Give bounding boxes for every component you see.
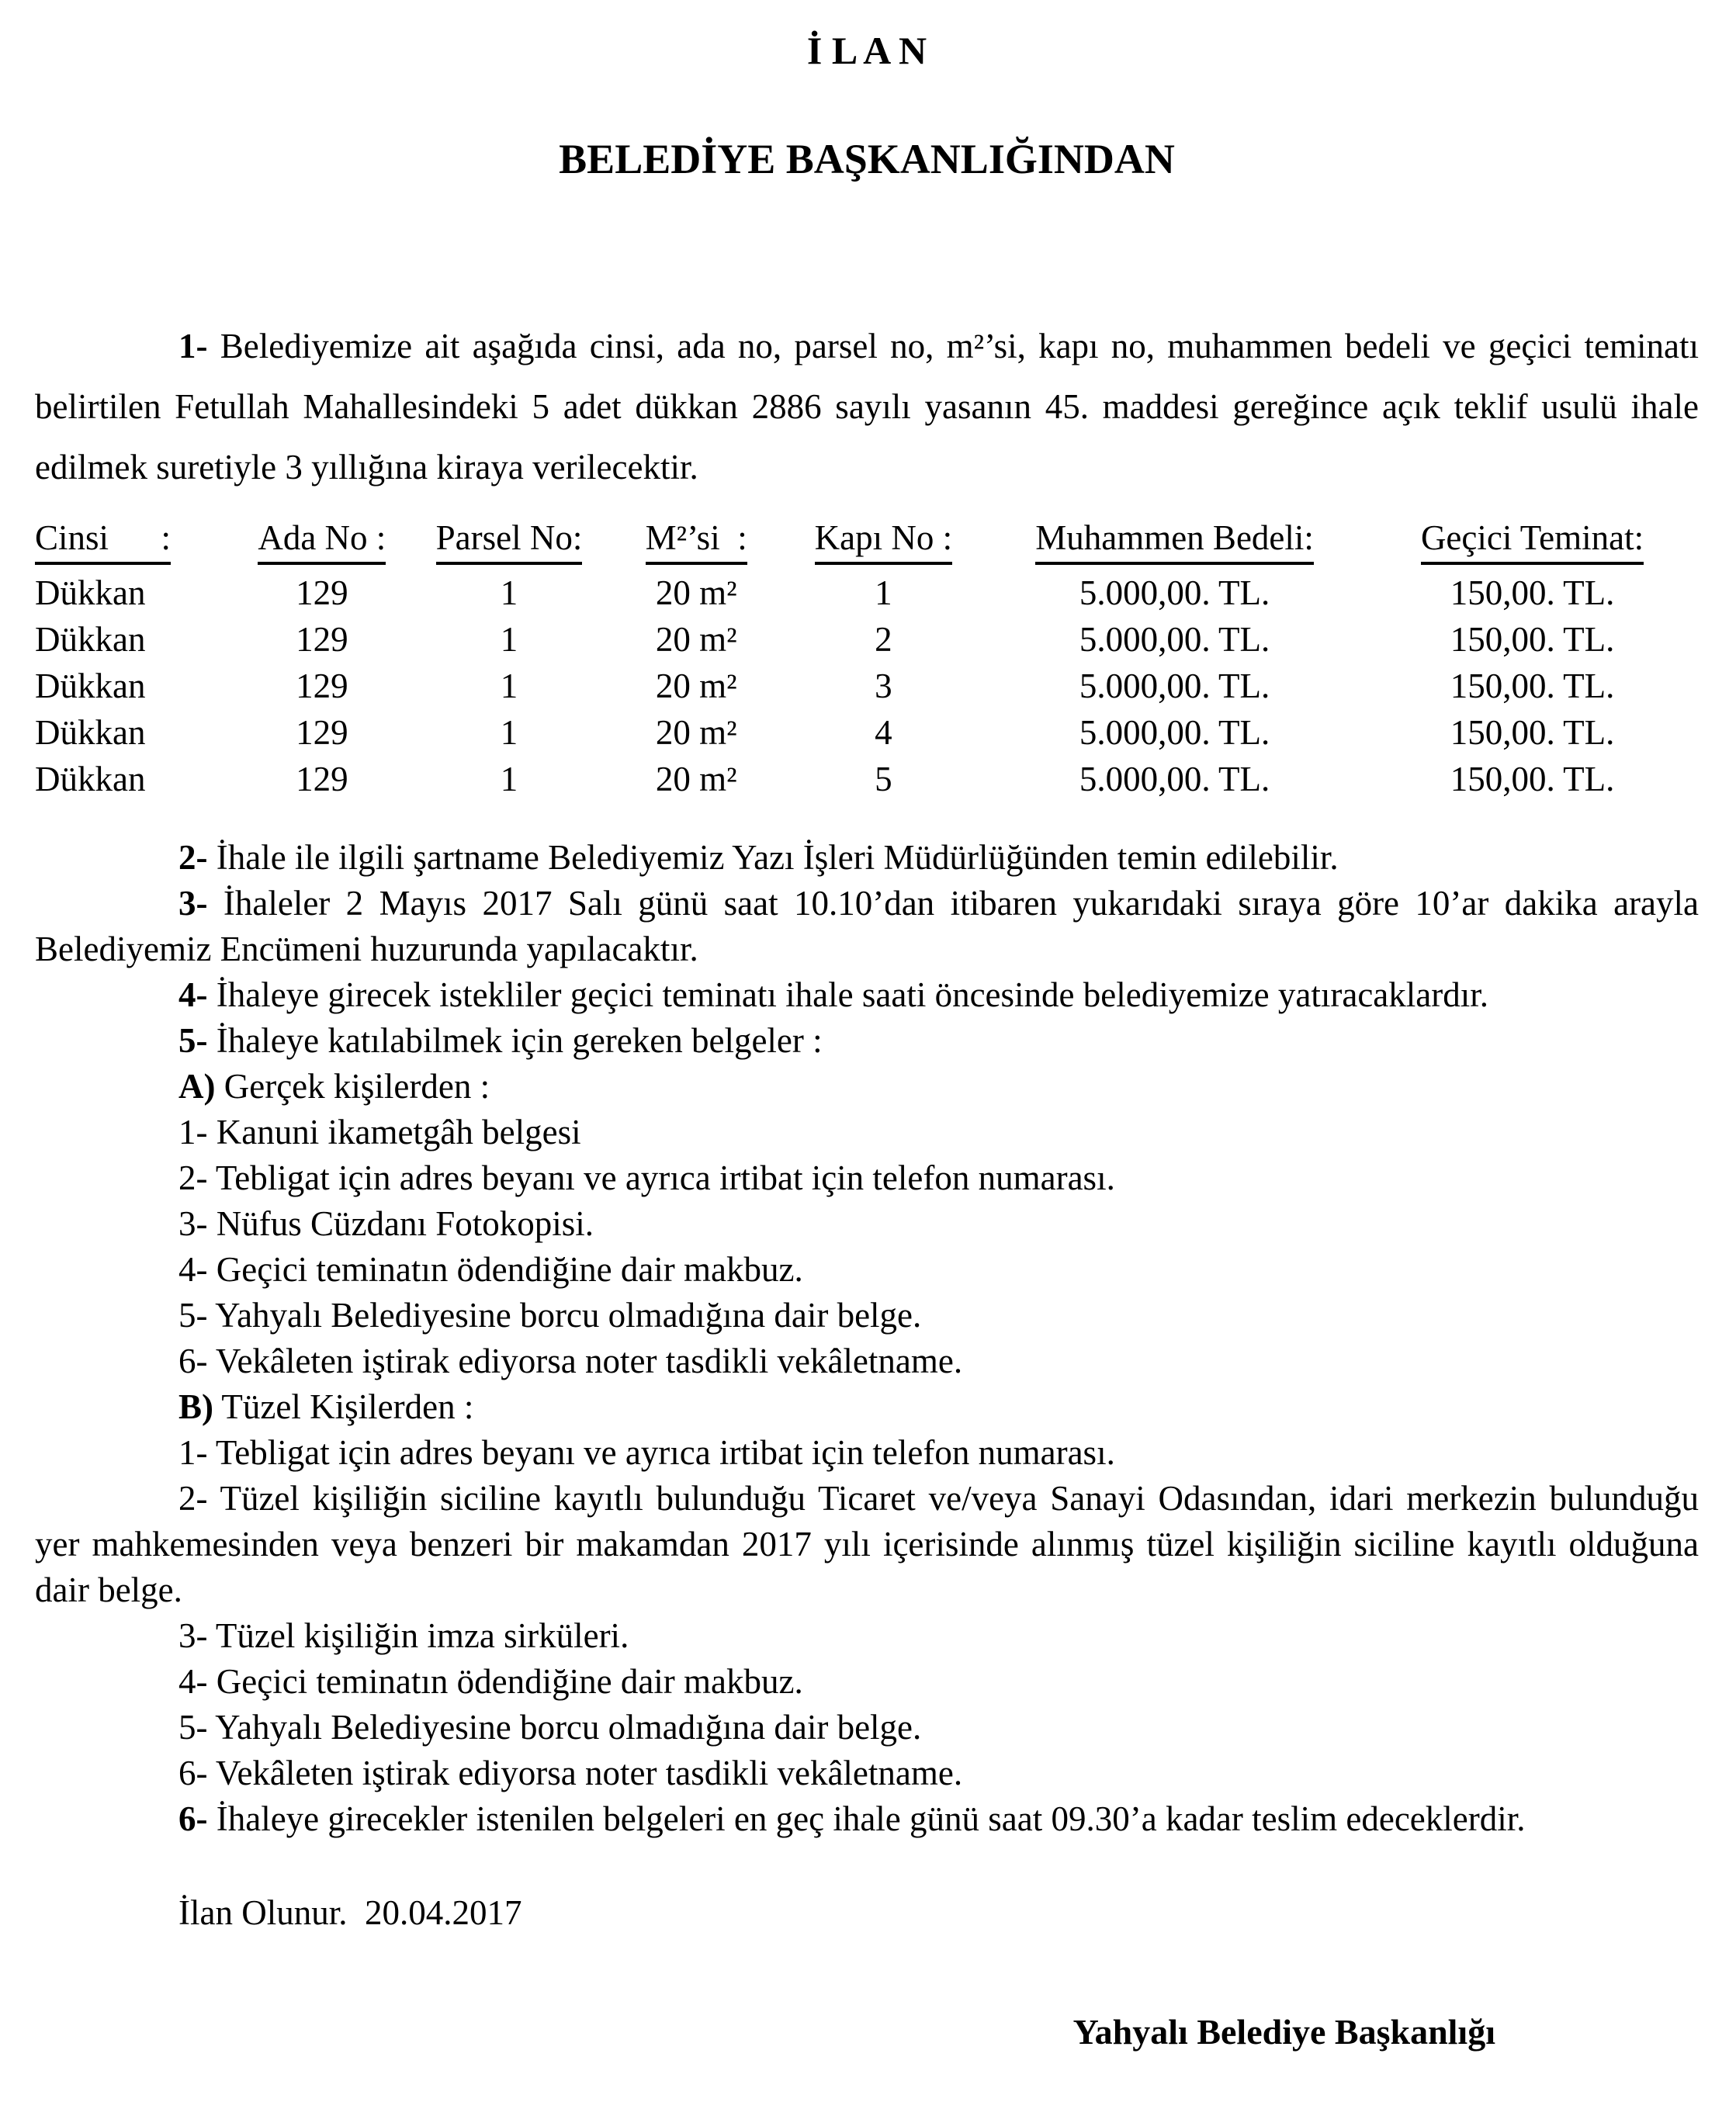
header-ada-no: Ada No :	[258, 514, 386, 565]
list-item	[35, 1064, 1699, 1110]
item-text: Tebligat için adres beyanı ve ayrıca irtibat için telefon numarası.	[207, 1158, 1115, 1197]
table-cell: 4	[875, 713, 892, 752]
list-item	[35, 1293, 1699, 1338]
intro-paragraph	[35, 316, 1699, 497]
table-cell: 1	[500, 620, 518, 659]
list-item	[35, 1796, 1699, 1842]
table-cell: 129	[296, 760, 348, 798]
item-number: 3-	[178, 1204, 208, 1243]
table-cell: 1	[875, 573, 892, 612]
table-cell: 150,00. TL.	[1450, 667, 1615, 705]
item-text: Tüzel Kişilerden :	[213, 1387, 474, 1426]
item-text: Vekâleten iştirak ediyorsa noter tasdikli vekâletname.	[207, 1754, 963, 1792]
table-header-cell	[35, 514, 234, 565]
item-text: Yahyalı Belediyesine borcu olmadığına dair belge.	[207, 1296, 922, 1335]
item-number: 3-	[178, 884, 208, 923]
list-item	[35, 1705, 1699, 1751]
table-cell: 5.000,00. TL.	[1079, 713, 1270, 752]
table-header-cell	[1366, 514, 1699, 565]
table-cell: Dükkan	[35, 573, 146, 612]
table-cell: 5.000,00. TL.	[1079, 667, 1270, 705]
table-header-cell	[409, 514, 608, 565]
table-cell: Dükkan	[35, 760, 146, 798]
item-text: Tüzel kişiliğin siciline kayıtlı bulunduğu Ticaret ve/veya Sanayi Odasından, idari merkezin bulunduğu yer mahkemesinden veya benzeri bir makamdan 2017 yılı içerisinde alınmış tüzel kişiliğin siciline kayıtlı olduğuna dair belge.	[35, 1479, 1699, 1609]
table-header-cell	[609, 514, 784, 565]
item-text: Yahyalı Belediyesine borcu olmadığına dair belge.	[207, 1708, 922, 1747]
item-text: Gerçek kişilerden :	[215, 1067, 490, 1106]
table-cell: 150,00. TL.	[1450, 573, 1615, 612]
table-cell: Dükkan	[35, 667, 146, 705]
header-kapi-no: Kapı No :	[815, 514, 952, 565]
header-muhammen-bedeli: Muhammen Bedeli:	[1035, 514, 1314, 565]
item-number: 2-	[178, 1158, 208, 1197]
list-item	[35, 1613, 1699, 1659]
item-number: 2-	[178, 1479, 208, 1518]
item-text: Nüfus Cüzdanı Fotokopisi.	[207, 1204, 594, 1243]
table-cell: 150,00. TL.	[1450, 713, 1615, 752]
item-number: 5-	[178, 1296, 208, 1335]
item-text: İhaleye girecek istekliler geçici teminatı ihale saati öncesinde belediyemize yatıracaklardır.	[207, 975, 1488, 1014]
table-cell: 20 m²	[655, 713, 737, 752]
item-number: 5-	[178, 1021, 208, 1060]
item-number: 2-	[178, 838, 208, 877]
table-cell: 20 m²	[655, 620, 737, 659]
table-cell: 129	[296, 620, 348, 659]
list-item	[35, 1155, 1699, 1201]
table-row	[35, 709, 1699, 756]
item-text: İhaleye katılabilmek için gereken belgeler :	[207, 1021, 823, 1060]
list-item	[35, 1384, 1699, 1430]
list-item	[35, 1018, 1699, 1064]
doc-subtitle: BELEDİYE BAŞKANLIĞINDAN	[559, 136, 1175, 182]
table-cell: 5.000,00. TL.	[1079, 760, 1270, 798]
table-cell: 20 m²	[655, 760, 737, 798]
header-parsel-no: Parsel No:	[436, 514, 583, 565]
table-cell: 1	[500, 573, 518, 612]
header-m2si: M²’si :	[646, 514, 747, 565]
header-gecici-teminat: Geçici Teminat:	[1421, 514, 1644, 565]
table-cell: Dükkan	[35, 713, 146, 752]
table-cell: 5.000,00. TL.	[1079, 573, 1270, 612]
table-header-cell	[234, 514, 409, 565]
table-cell: Dükkan	[35, 620, 146, 659]
intro-text: Belediyemize ait aşağıda cinsi, ada no, parsel no, m²’si, kapı no, muhammen bedeli ve geçici teminatı belirtilen Fetullah Mahallesindeki 5 adet dükkan 2886 sayılı yasanın 45. maddesi gereğince açık teklif usulü ihale edilmek suretiyle 3 yıllığına kiraya verilecektir.	[35, 327, 1699, 487]
item-number: 6-	[178, 1799, 208, 1838]
table-header-row	[35, 514, 1699, 565]
list-item	[35, 1110, 1699, 1155]
list-item	[35, 1338, 1699, 1384]
list-item	[35, 1659, 1699, 1705]
header-cinsi: Cinsi :	[35, 514, 171, 565]
item-number: 1-	[178, 1433, 208, 1472]
table-row	[35, 616, 1699, 663]
table-cell: 1	[500, 760, 518, 798]
list-item	[35, 972, 1699, 1018]
table-cell: 20 m²	[655, 667, 737, 705]
item-number: 4-	[178, 1250, 208, 1289]
item-text: Tebligat için adres beyanı ve ayrıca irtibat için telefon numarası.	[207, 1433, 1115, 1472]
table-cell: 2	[875, 620, 892, 659]
item-number: 6-	[178, 1342, 208, 1380]
table-cell: 5	[875, 760, 892, 798]
doc-title: İ L A N	[806, 29, 927, 72]
table-cell: 129	[296, 573, 348, 612]
announcement-date-line: İlan Olunur. 20.04.2017	[178, 1893, 522, 1932]
conditions-list	[35, 835, 1699, 1842]
table-row	[35, 756, 1699, 802]
item-number: 4-	[178, 975, 208, 1014]
item-text: İhaleler 2 Mayıs 2017 Salı günü saat 10.10’dan itibaren yukarıdaki sıraya göre 10’ar dakika arayla Belediyemiz Encümeni huzurunda yapılacaktır.	[35, 884, 1699, 968]
item-number: 5-	[178, 1708, 208, 1747]
table-cell: 129	[296, 667, 348, 705]
item-text: Geçici teminatın ödendiğine dair makbuz.	[207, 1250, 803, 1289]
item-text: İhale ile ilgili şartname Belediyemiz Yazı İşleri Müdürlüğünden temin edilebilir.	[207, 838, 1339, 877]
item-text: Tüzel kişiliğin imza sirküleri.	[207, 1616, 629, 1655]
list-item	[35, 1201, 1699, 1247]
list-item	[35, 1247, 1699, 1293]
list-item	[35, 835, 1699, 881]
table-cell: 1	[500, 667, 518, 705]
table-cell: 1	[500, 713, 518, 752]
list-item	[35, 1430, 1699, 1476]
table-cell: 20 m²	[655, 573, 737, 612]
item-number: 4-	[178, 1662, 208, 1701]
item-text: Kanuni ikametgâh belgesi	[207, 1113, 581, 1151]
table-cell: 150,00. TL.	[1450, 760, 1615, 798]
listing-table	[35, 514, 1699, 802]
list-item	[35, 1751, 1699, 1796]
table-cell: 129	[296, 713, 348, 752]
table-header-cell	[784, 514, 983, 565]
table-row	[35, 663, 1699, 709]
item-number: 1-	[178, 1113, 208, 1151]
list-item	[35, 1476, 1699, 1613]
item-number: A)	[178, 1067, 216, 1106]
table-cell: 150,00. TL.	[1450, 620, 1615, 659]
item-text: Vekâleten iştirak ediyorsa noter tasdikli vekâletname.	[207, 1342, 963, 1380]
signature: Yahyalı Belediye Başkanlığı	[1072, 2012, 1495, 2052]
intro-number: 1-	[178, 327, 208, 365]
item-number: 6-	[178, 1754, 208, 1792]
table-cell: 5.000,00. TL.	[1079, 620, 1270, 659]
table-header-cell	[983, 514, 1366, 565]
table-row	[35, 570, 1699, 616]
item-number: B)	[178, 1387, 213, 1426]
item-text: Geçici teminatın ödendiğine dair makbuz.	[207, 1662, 803, 1701]
item-number: 3-	[178, 1616, 208, 1655]
list-item	[35, 881, 1699, 972]
table-cell: 3	[875, 667, 892, 705]
item-text: İhaleye girecekler istenilen belgeleri en geç ihale günü saat 09.30’a kadar teslim edeceklerdir.	[207, 1799, 1526, 1838]
